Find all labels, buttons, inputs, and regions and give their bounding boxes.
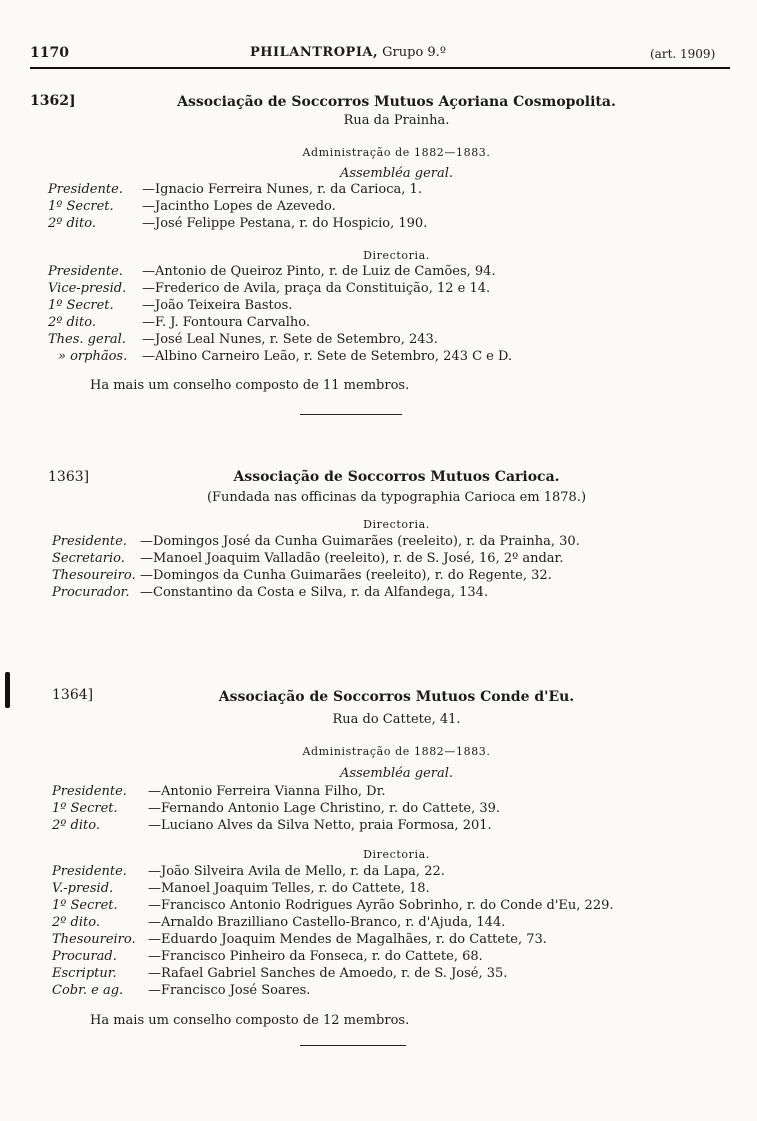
member-role: Presidente. <box>52 534 127 549</box>
member-role: » orphãos. <box>58 349 128 364</box>
association-name: Associação de Soccorros Mutuos Conde d'Eu. <box>218 689 575 705</box>
member-entry: —Francisco Pinheiro da Fonseca, r. do Cattete, 68. <box>148 949 483 964</box>
member-role: Procurador. <box>52 585 130 600</box>
member-entry: —F. J. Fontoura Carvalho. <box>142 315 311 330</box>
member-entry: —Frederico de Avila, praça da Constituição, 12 e 14. <box>142 281 491 296</box>
member-role: Escriptur. <box>52 966 117 981</box>
member-role: Presidente. <box>48 264 123 279</box>
entry-number: 1362] <box>30 93 76 109</box>
member-entry: —João Teixeira Bastos. <box>142 298 293 313</box>
assembly-heading: Assembléa geral. <box>339 766 454 781</box>
member-role: Cobr. e ag. <box>52 983 124 998</box>
member-entry: —Constantino da Costa e Silva, r. da Alfandega, 134. <box>140 585 489 600</box>
entry-number: 1364] <box>52 687 94 703</box>
member-role: Procurad. <box>52 949 117 964</box>
member-role: Vice-presid. <box>48 281 127 296</box>
member-role: 1º Secret. <box>48 298 114 313</box>
member-role: Thes. geral. <box>48 332 126 347</box>
running-title <box>250 45 446 60</box>
member-role: Presidente. <box>52 784 127 799</box>
entry-number: 1363] <box>48 469 90 485</box>
member-entry: —Arnaldo Brazilliano Castello-Branco, r. d'Ajuda, 144. <box>148 915 506 930</box>
council-note: Ha mais um conselho composto de 12 membros. <box>90 1013 410 1028</box>
member-role: 1º Secret. <box>52 801 118 816</box>
member-entry: —João Silveira Avila de Mello, r. da Lapa, 22. <box>148 864 445 879</box>
entry-separator <box>300 414 402 415</box>
member-entry: —Luciano Alves da Silva Netto, praia Formosa, 201. <box>148 818 492 833</box>
member-entry: —José Leal Nunes, r. Sete de Setembro, 243. <box>142 332 438 347</box>
member-entry: —Rafael Gabriel Sanches de Amoedo, r. de S. José, 35. <box>148 966 508 981</box>
header-rule <box>30 67 730 69</box>
directory-heading: Directoria. <box>363 518 430 531</box>
assembly-heading: Assembléa geral. <box>339 166 454 181</box>
member-role: Secretario. <box>52 551 125 566</box>
member-role: Presidente. <box>52 864 127 879</box>
member-role: 2º dito. <box>48 315 96 330</box>
member-role: 2º dito. <box>52 915 100 930</box>
foundation-note: (Fundada nas officinas da typographia Carioca em 1878.) <box>206 490 587 505</box>
administration-period: Administração de 1882—1883. <box>302 745 491 758</box>
administration-period: Administração de 1882—1883. <box>302 146 491 159</box>
member-entry: —Domingos José da Cunha Guimarães (reeleito), r. da Prainha, 30. <box>140 534 580 549</box>
member-entry: —Antonio Ferreira Vianna Filho, Dr. <box>148 784 386 799</box>
running-title-rest: Grupo 9.º <box>378 45 446 60</box>
running-title-bold: PHILANTROPIA, <box>250 45 379 60</box>
member-role: 2º dito. <box>48 216 96 231</box>
member-entry: —Manoel Joaquim Valladão (reeleito), r. de S. José, 16, 2º andar. <box>140 551 564 566</box>
member-entry: —José Felippe Pestana, r. do Hospicio, 190. <box>142 216 428 231</box>
member-entry: —Ignacio Ferreira Nunes, r. da Carioca, 1. <box>142 182 422 197</box>
member-role: 1º Secret. <box>52 898 118 913</box>
association-address: Rua da Prainha. <box>343 113 450 128</box>
member-role: Thesoureiro. <box>52 932 136 947</box>
member-entry: —Antonio de Queiroz Pinto, r. de Luiz de Camões, 94. <box>142 264 496 279</box>
member-entry: —Albino Carneiro Leão, r. Sete de Setembro, 243 C e D. <box>142 349 513 364</box>
entry-separator <box>300 1045 406 1046</box>
member-entry: —Francisco José Soares. <box>148 983 311 998</box>
directory-heading: Directoria. <box>363 249 430 262</box>
association-address: Rua do Cattete, 41. <box>332 712 461 727</box>
directory-heading: Directoria. <box>363 848 430 861</box>
page-number: 1170 <box>30 45 69 61</box>
member-role: 2º dito. <box>52 818 100 833</box>
member-entry: —Domingos da Cunha Guimarães (reeleito), r. do Regente, 32. <box>140 568 552 583</box>
member-entry: —Jacintho Lopes de Azevedo. <box>142 199 336 214</box>
association-name: Associação de Soccorros Mutuos Carioca. <box>233 469 560 485</box>
member-entry: —Manoel Joaquim Telles, r. do Cattete, 18. <box>148 881 430 896</box>
council-note: Ha mais um conselho composto de 11 membros. <box>90 378 410 393</box>
member-entry: —Francisco Antonio Rodrigues Ayrão Sobrinho, r. do Conde d'Eu, 229. <box>148 898 614 913</box>
member-role: Thesoureiro. <box>52 568 136 583</box>
association-name: Associação de Soccorros Mutuos Açoriana Cosmopolita. <box>177 94 616 110</box>
member-role: 1º Secret. <box>48 199 114 214</box>
member-entry: —Fernando Antonio Lage Christino, r. do Cattete, 39. <box>148 801 501 816</box>
member-role: Presidente. <box>48 182 123 197</box>
member-role: V.-presid. <box>52 881 114 896</box>
article-ref: (art. 1909) <box>650 47 716 61</box>
member-entry: —Eduardo Joaquim Mendes de Magalhães, r. do Cattete, 73. <box>148 932 547 947</box>
